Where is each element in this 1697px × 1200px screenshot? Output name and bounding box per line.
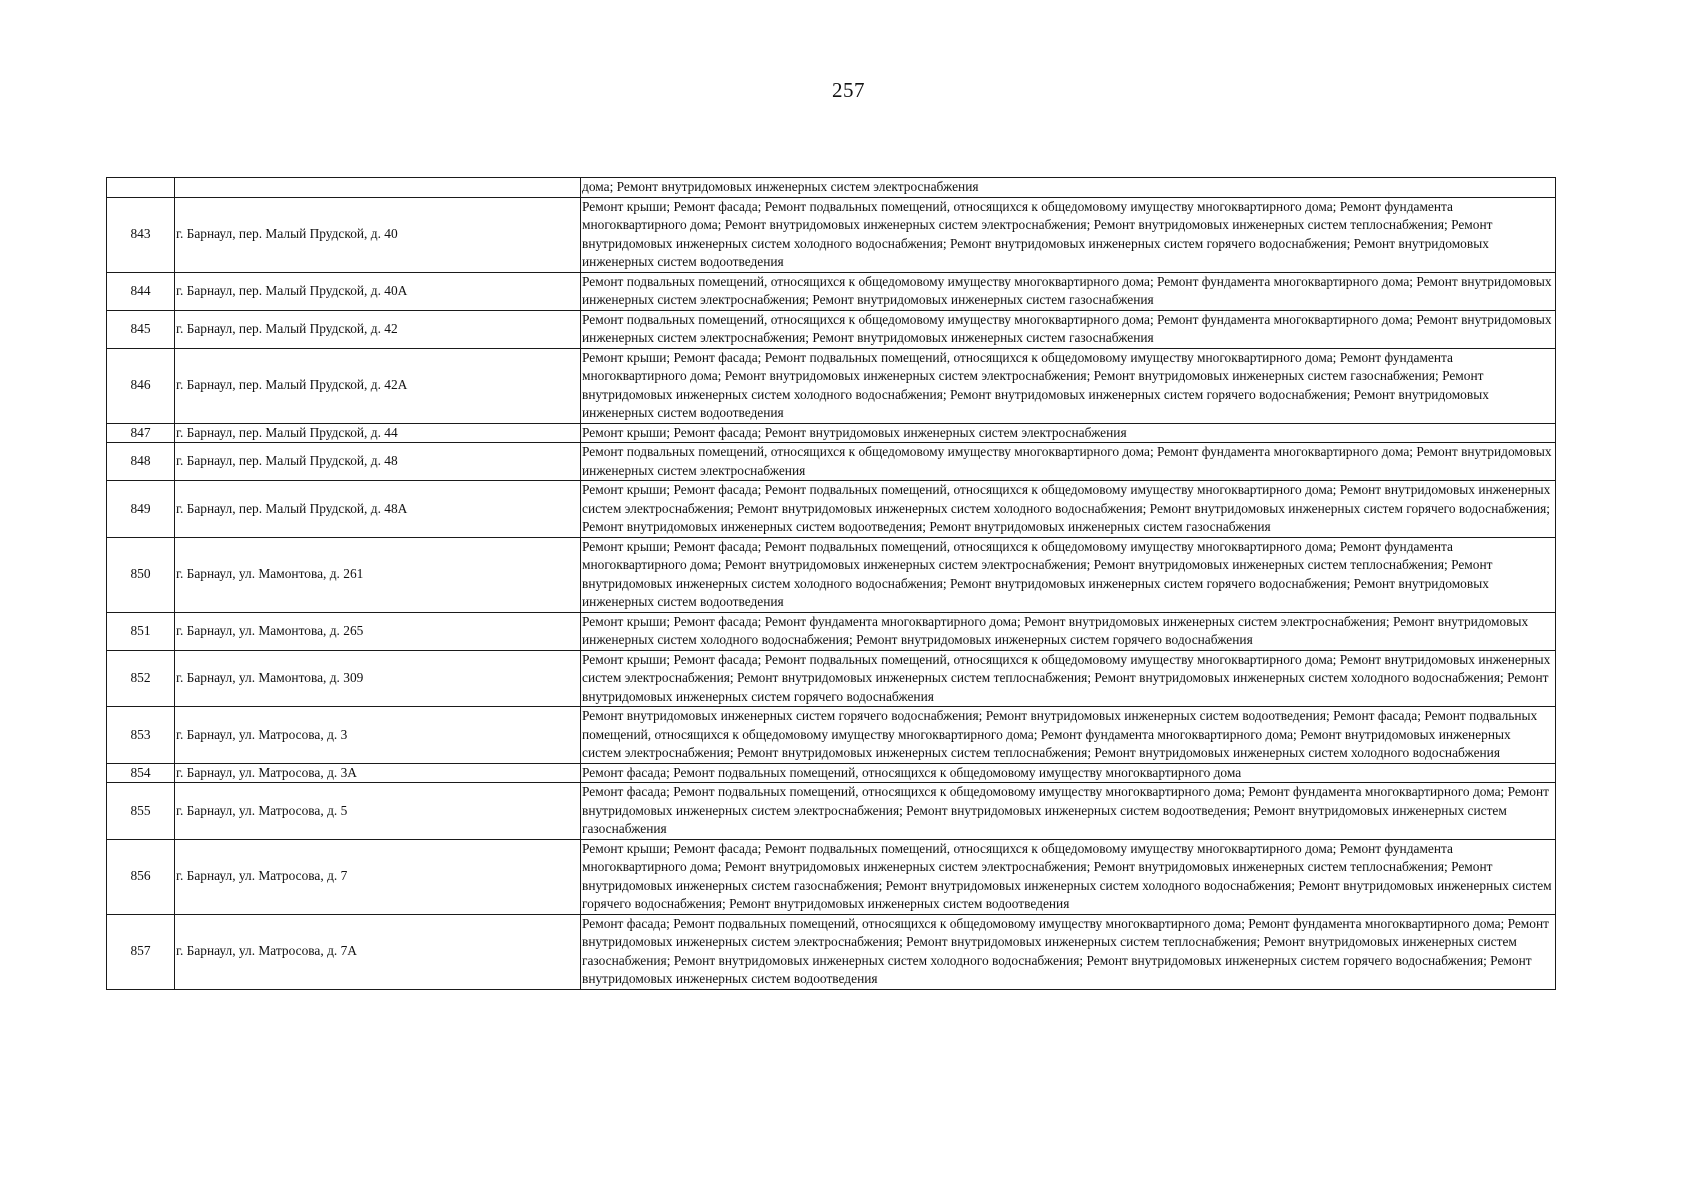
row-works: дома; Ремонт внутридомовых инженерных систем электроснабжения (581, 178, 1556, 198)
row-works: Ремонт фасада; Ремонт подвальных помещений, относящихся к общедомовому имуществу многоквартирного дома (581, 763, 1556, 783)
table-row (107, 537, 1556, 612)
table-row (107, 310, 1556, 348)
table-row (107, 178, 1556, 198)
table-row (107, 650, 1556, 707)
row-works: Ремонт подвальных помещений, относящихся к общедомовому имуществу многоквартирного дома; Ремонт фундамента многоквартирного дома; Ремонт внутридомовых инженерных систем электроснабжения; Ремонт внутридомовых инженерных систем газоснабжения (581, 310, 1556, 348)
row-address: г. Барнаул, пер. Малый Прудской, д. 48 (175, 443, 581, 481)
row-address: г. Барнаул, ул. Матросова, д. 7 (175, 839, 581, 914)
table-row (107, 839, 1556, 914)
table-row (107, 481, 1556, 538)
row-address: г. Барнаул, пер. Малый Прудской, д. 42 (175, 310, 581, 348)
row-address: г. Барнаул, пер. Малый Прудской, д. 40А (175, 272, 581, 310)
row-address: г. Барнаул, ул. Матросова, д. 3А (175, 763, 581, 783)
row-number (107, 178, 175, 198)
row-works: Ремонт крыши; Ремонт фасада; Ремонт подвальных помещений, относящихся к общедомовому имуществу многоквартирного дома; Ремонт фундамента многоквартирного дома; Ремонт внутридомовых инженерных систем электроснабжения; Ремонт внутридомовых инженерных систем газоснабжения; Ремонт внутридомовых инженерных систем холодного водоснабжения; Ремонт внутридомовых инженерных систем горячего водоснабжения; Ремонт внутридомовых инженерных систем водоотведения (581, 348, 1556, 423)
row-address: г. Барнаул, ул. Мамонтова, д. 261 (175, 537, 581, 612)
row-address: г. Барнаул, ул. Мамонтова, д. 265 (175, 612, 581, 650)
row-number: 854 (107, 763, 175, 783)
row-works: Ремонт крыши; Ремонт фасада; Ремонт внутридомовых инженерных систем электроснабжения (581, 423, 1556, 443)
table-row (107, 197, 1556, 272)
row-address: г. Барнаул, ул. Мамонтова, д. 309 (175, 650, 581, 707)
row-address: г. Барнаул, пер. Малый Прудской, д. 42А (175, 348, 581, 423)
table-row (107, 707, 1556, 764)
row-works: Ремонт крыши; Ремонт фасада; Ремонт подвальных помещений, относящихся к общедомовому имуществу многоквартирного дома; Ремонт фундамента многоквартирного дома; Ремонт внутридомовых инженерных систем электроснабжения; Ремонт внутридомовых инженерных систем теплоснабжения; Ремонт внутридомовых инженерных систем холодного водоснабжения; Ремонт внутридомовых инженерных систем горячего водоснабжения; Ремонт внутридомовых инженерных систем водоотведения (581, 197, 1556, 272)
table-row (107, 612, 1556, 650)
row-number: 853 (107, 707, 175, 764)
repair-table-wrapper (106, 177, 1555, 990)
row-works: Ремонт фасада; Ремонт подвальных помещений, относящихся к общедомовому имуществу многоквартирного дома; Ремонт фундамента многоквартирного дома; Ремонт внутридомовых инженерных систем электроснабжения; Ремонт внутридомовых инженерных систем теплоснабжения; Ремонт внутридомовых инженерных систем газоснабжения; Ремонт внутридомовых инженерных систем холодного водоснабжения; Ремонт внутридомовых инженерных систем горячего водоснабжения; Ремонт внутридомовых инженерных систем водоотведения (581, 914, 1556, 989)
row-address: г. Барнаул, ул. Матросова, д. 5 (175, 783, 581, 840)
row-works: Ремонт внутридомовых инженерных систем горячего водоснабжения; Ремонт внутридомовых инженерных систем водоотведения; Ремонт фасада; Ремонт подвальных помещений, относящихся к общедомовому имуществу многоквартирного дома; Ремонт фундамента многоквартирного дома; Ремонт внутридомовых инженерных систем электроснабжения; Ремонт внутридомовых инженерных систем теплоснабжения; Ремонт внутридомовых инженерных систем холодного водоснабжения (581, 707, 1556, 764)
row-number: 845 (107, 310, 175, 348)
table-row (107, 443, 1556, 481)
row-number: 849 (107, 481, 175, 538)
row-number: 851 (107, 612, 175, 650)
row-number: 846 (107, 348, 175, 423)
row-number: 847 (107, 423, 175, 443)
page-number: 257 (832, 78, 865, 102)
row-works: Ремонт крыши; Ремонт фасада; Ремонт подвальных помещений, относящихся к общедомовому имуществу многоквартирного дома; Ремонт внутридомовых инженерных систем электроснабжения; Ремонт внутридомовых инженерных систем теплоснабжения; Ремонт внутридомовых инженерных систем холодного водоснабжения; Ремонт внутридомовых инженерных систем горячего водоснабжения (581, 650, 1556, 707)
table-row (107, 783, 1556, 840)
row-number: 844 (107, 272, 175, 310)
row-number: 850 (107, 537, 175, 612)
row-works: Ремонт крыши; Ремонт фасада; Ремонт подвальных помещений, относящихся к общедомовому имуществу многоквартирного дома; Ремонт внутридомовых инженерных систем электроснабжения; Ремонт внутридомовых инженерных систем холодного водоснабжения; Ремонт внутридомовых инженерных систем горячего водоснабжения; Ремонт внутридомовых инженерных систем водоотведения; Ремонт внутридомовых инженерных систем газоснабжения (581, 481, 1556, 538)
row-works: Ремонт подвальных помещений, относящихся к общедомовому имуществу многоквартирного дома; Ремонт фундамента многоквартирного дома; Ремонт внутридомовых инженерных систем электроснабжения; Ремонт внутридомовых инженерных систем газоснабжения (581, 272, 1556, 310)
row-address: г. Барнаул, ул. Матросова, д. 3 (175, 707, 581, 764)
row-address (175, 178, 581, 198)
row-works: Ремонт фасада; Ремонт подвальных помещений, относящихся к общедомовому имуществу многоквартирного дома; Ремонт фундамента многоквартирного дома; Ремонт внутридомовых инженерных систем электроснабжения; Ремонт внутридомовых инженерных систем водоотведения; Ремонт внутридомовых инженерных систем газоснабжения (581, 783, 1556, 840)
row-address: г. Барнаул, пер. Малый Прудской, д. 40 (175, 197, 581, 272)
row-address: г. Барнаул, ул. Матросова, д. 7А (175, 914, 581, 989)
row-number: 843 (107, 197, 175, 272)
row-works: Ремонт подвальных помещений, относящихся к общедомовому имуществу многоквартирного дома; Ремонт фундамента многоквартирного дома; Ремонт внутридомовых инженерных систем электроснабжения (581, 443, 1556, 481)
row-number: 852 (107, 650, 175, 707)
row-address: г. Барнаул, пер. Малый Прудской, д. 48А (175, 481, 581, 538)
row-works: Ремонт крыши; Ремонт фасада; Ремонт подвальных помещений, относящихся к общедомовому имуществу многоквартирного дома; Ремонт фундамента многоквартирного дома; Ремонт внутридомовых инженерных систем электроснабжения; Ремонт внутридомовых инженерных систем теплоснабжения; Ремонт внутридомовых инженерных систем холодного водоснабжения; Ремонт внутридомовых инженерных систем горячего водоснабжения; Ремонт внутридомовых инженерных систем водоотведения (581, 537, 1556, 612)
row-address: г. Барнаул, пер. Малый Прудской, д. 44 (175, 423, 581, 443)
table-row (107, 763, 1556, 783)
row-works: Ремонт крыши; Ремонт фасада; Ремонт фундамента многоквартирного дома; Ремонт внутридомовых инженерных систем электроснабжения; Ремонт внутридомовых инженерных систем холодного водоснабжения; Ремонт внутридомовых инженерных систем горячего водоснабжения (581, 612, 1556, 650)
table-row (107, 272, 1556, 310)
row-number: 857 (107, 914, 175, 989)
row-number: 856 (107, 839, 175, 914)
table-row (107, 423, 1556, 443)
table-row (107, 348, 1556, 423)
table-row (107, 914, 1556, 989)
repair-table (106, 177, 1556, 990)
row-number: 855 (107, 783, 175, 840)
row-number: 848 (107, 443, 175, 481)
row-works: Ремонт крыши; Ремонт фасада; Ремонт подвальных помещений, относящихся к общедомовому имуществу многоквартирного дома; Ремонт фундамента многоквартирного дома; Ремонт внутридомовых инженерных систем электроснабжения; Ремонт внутридомовых инженерных систем теплоснабжения; Ремонт внутридомовых инженерных систем газоснабжения; Ремонт внутридомовых инженерных систем холодного водоснабжения; Ремонт внутридомовых инженерных систем горячего водоснабжения; Ремонт внутридомовых инженерных систем водоотведения (581, 839, 1556, 914)
